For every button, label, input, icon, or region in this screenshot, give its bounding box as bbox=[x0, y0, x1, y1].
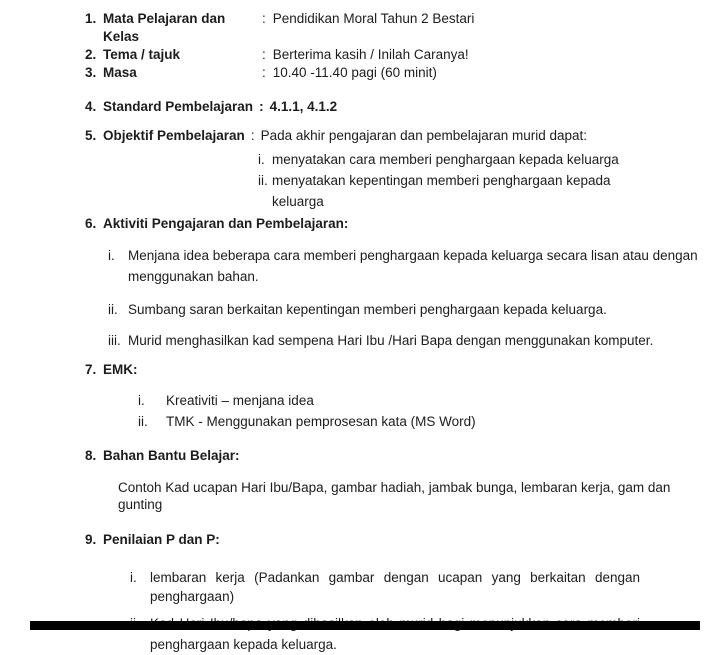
item-label: EMK: bbox=[103, 362, 138, 377]
list-text: Kreativiti – menjana idea bbox=[166, 393, 314, 408]
list-marker bbox=[130, 613, 150, 655]
list-text: penghargaan kepada keluarga. bbox=[150, 637, 337, 652]
item-number: 5. bbox=[85, 128, 97, 143]
list-text: menyatakan cara memberi penghargaan kepada keluarga bbox=[272, 152, 619, 167]
item-value: 10.40 -11.40 pagi (60 minit) bbox=[272, 65, 437, 80]
item-value: Pendidikan Moral Tahun 2 Bestari bbox=[272, 11, 475, 26]
item-value: 4.1.1, 4.1.2 bbox=[269, 99, 338, 114]
item-number: 1. bbox=[85, 11, 97, 26]
page-bottom-edge bbox=[30, 621, 700, 630]
assessment-item bbox=[130, 568, 698, 606]
list-marker: ii. bbox=[258, 173, 268, 188]
activity-item bbox=[108, 245, 698, 287]
item-number: 6. bbox=[85, 216, 97, 231]
field-subject bbox=[85, 10, 698, 46]
list-text: lembaran kerja (Padankan gambar dengan ucapan yang berkaitan dengan penghargaan) bbox=[150, 570, 640, 604]
list-marker: i. bbox=[138, 393, 145, 408]
field-time bbox=[85, 64, 698, 82]
item-number: 3. bbox=[85, 65, 97, 80]
objective-item bbox=[258, 149, 698, 170]
item-label: Tema / tajuk bbox=[103, 47, 181, 62]
separator: : bbox=[250, 128, 255, 143]
materials-paragraph: Contoh Kad ucapan Hari Ibu/Bapa, gambar hadiah, jambak bunga, lembaran kerja, gam dan gunting bbox=[118, 480, 671, 512]
section-objektif-pembelajaran bbox=[85, 127, 698, 145]
item-value: Berterima kasih / Inilah Caranya! bbox=[272, 47, 469, 62]
item-label: Masa bbox=[103, 65, 137, 80]
item-number: 7. bbox=[85, 362, 97, 377]
list-text: Sumbang saran berkaitan kepentingan memberi penghargaan kepada keluarga. bbox=[128, 302, 607, 317]
section-emk bbox=[85, 361, 698, 379]
list-marker: iii. bbox=[108, 333, 121, 348]
separator: : bbox=[262, 65, 266, 80]
emk-item bbox=[138, 390, 698, 411]
list-marker: ii. bbox=[108, 302, 118, 317]
item-label: Standard Pembelajaran bbox=[103, 99, 254, 114]
field-theme bbox=[85, 46, 698, 64]
activity-item bbox=[108, 299, 698, 320]
activity-item bbox=[108, 330, 698, 351]
list-text: Murid menghasilkan kad sempena Hari Ibu /Hari Bapa dengan menggunakan komputer. bbox=[128, 333, 654, 348]
item-label: Aktiviti Pengajaran dan Pembelajaran: bbox=[103, 216, 349, 231]
item-number: 2. bbox=[85, 47, 97, 62]
list-text: menyatakan kepentingan memberi penghargaan kepada keluarga bbox=[272, 173, 611, 209]
list-marker: ii. bbox=[138, 414, 148, 429]
separator: : bbox=[262, 11, 266, 26]
section-aktiviti bbox=[85, 215, 698, 233]
item-label: Objektif Pembelajaran bbox=[103, 128, 245, 143]
section-penilaian bbox=[85, 531, 698, 549]
list-text: TMK - Menggunakan pemprosesan kata (MS Word) bbox=[166, 414, 476, 429]
section-bahan-bantu bbox=[85, 447, 698, 465]
list-marker: i. bbox=[108, 248, 115, 263]
item-number: 4. bbox=[85, 99, 97, 114]
list-marker: i. bbox=[130, 570, 137, 585]
item-label: Penilaian P dan P: bbox=[103, 532, 220, 547]
item-number: 8. bbox=[85, 448, 97, 463]
item-value: Pada akhir pengajaran dan pembelajaran murid dapat: bbox=[260, 128, 588, 143]
assessment-item bbox=[130, 613, 698, 655]
emk-item bbox=[138, 411, 698, 432]
separator: : bbox=[262, 47, 266, 62]
objective-item bbox=[258, 170, 698, 212]
list-text: Menjana idea beberapa cara memberi penghargaan kepada keluarga secara lisan atau dengan menggunakan bahan. bbox=[128, 248, 698, 284]
list-marker: i. bbox=[258, 152, 265, 167]
separator: : bbox=[259, 99, 264, 114]
section-standard-pembelajaran bbox=[85, 98, 698, 116]
item-number: 9. bbox=[85, 532, 97, 547]
item-label: Mata Pelajaran dan Kelas bbox=[103, 11, 226, 44]
item-label: Bahan Bantu Belajar: bbox=[103, 448, 240, 463]
